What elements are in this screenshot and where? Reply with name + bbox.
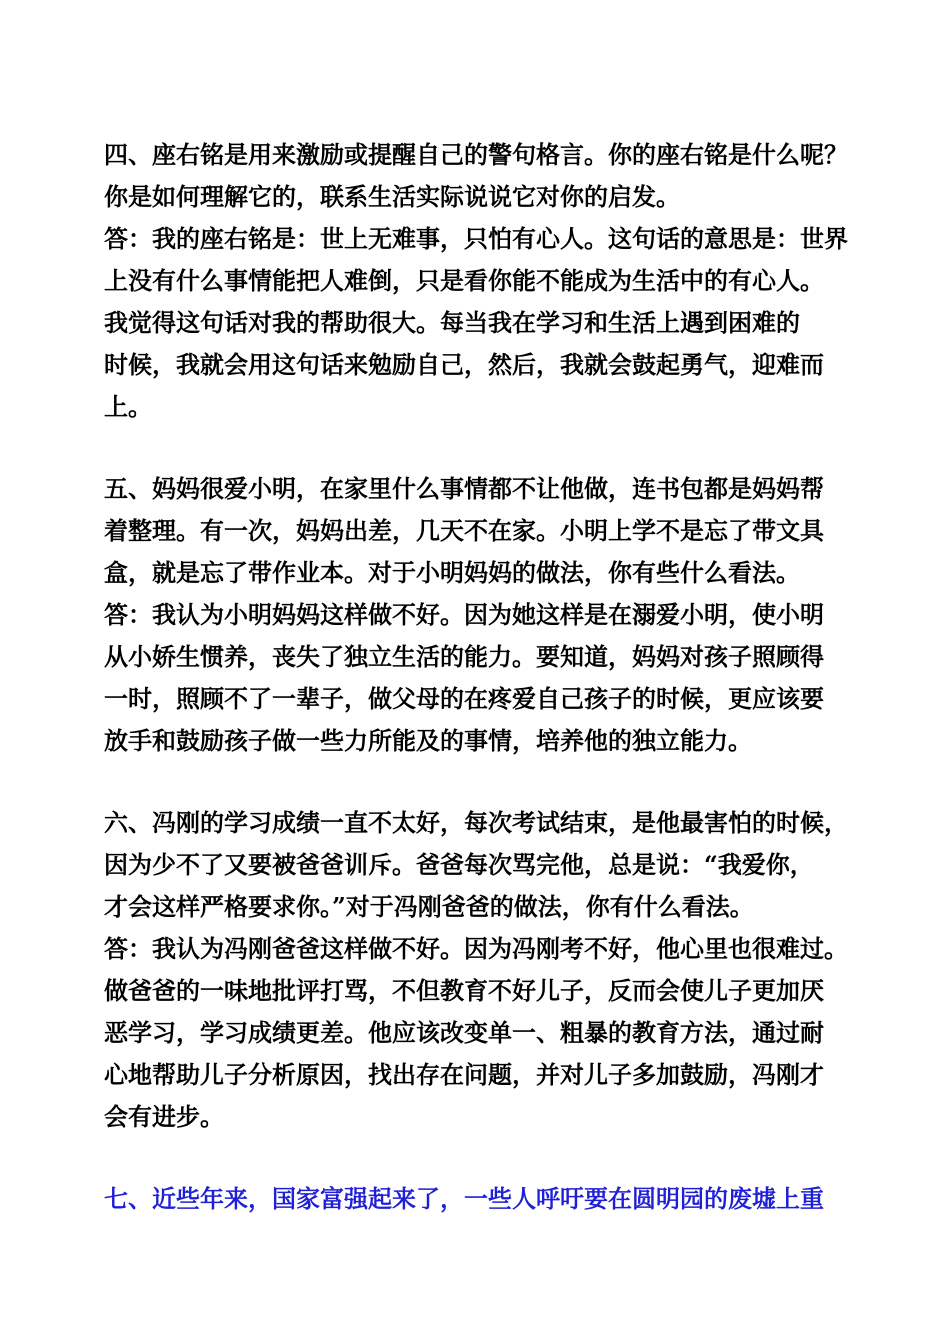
paragraph-gap — [104, 428, 864, 468]
section-5-line-2: 着整理。有一次，妈妈出差，几天不在家。小明上学不是忘了带文具 — [104, 516, 824, 545]
paragraph-gap — [104, 1138, 864, 1178]
section-4 — [104, 134, 864, 428]
section-6-line-6: 恶学习，学习成绩更差。他应该改变单一、粗暴的教育方法，通过耐 — [104, 1018, 824, 1047]
section-6-line-8: 会有进步。 — [104, 1102, 224, 1131]
section-7 — [104, 1178, 864, 1220]
section-6-line-2: 因为少不了又要被爸爸训斥。爸爸每次骂完他，总是说：“我爱你， — [104, 850, 814, 879]
section-4-line-2: 你是如何理解它的，联系生活实际说说它对你的启发。 — [104, 182, 680, 211]
paragraph-gap — [104, 762, 864, 802]
section-4-line-6: 时候，我就会用这句话来勉励自己，然后，我就会鼓起勇气，迎难而 — [104, 350, 824, 379]
section-7-line-1: 七、近些年来，国家富强起来了，一些人呼吁要在圆明园的废墟上重 — [104, 1184, 824, 1213]
section-6 — [104, 802, 864, 1138]
section-5-line-3: 盒，就是忘了带作业本。对于小明妈妈的做法，你有些什么看法。 — [104, 558, 800, 587]
section-6-line-3: 才会这样严格要求你。”对于冯刚爸爸的做法，你有什么看法。 — [104, 892, 754, 921]
section-5-line-1: 五、妈妈很爱小明，在家里什么事情都不让他做，连书包都是妈妈帮 — [104, 474, 824, 503]
document-page — [104, 134, 864, 1220]
section-6-line-1: 六、冯刚的学习成绩一直不太好，每次考试结束，是他最害怕的时候， — [104, 808, 848, 837]
section-4-line-1: 四、座右铭是用来激励或提醒自己的警句格言。你的座右铭是什么呢？ — [104, 140, 848, 169]
section-6-line-7: 心地帮助儿子分析原因，找出存在问题，并对儿子多加鼓励，冯刚才 — [104, 1060, 824, 1089]
section-5-line-6: 一时，照顾不了一辈子，做父母的在疼爱自己孩子的时候，更应该要 — [104, 684, 824, 713]
section-4-line-7: 上。 — [104, 392, 152, 421]
section-5-line-5: 从小娇生惯养，丧失了独立生活的能力。要知道，妈妈对孩子照顾得 — [104, 642, 824, 671]
section-5 — [104, 468, 864, 762]
section-6-line-5: 做爸爸的一味地批评打骂，不但教育不好儿子，反而会使儿子更加厌 — [104, 976, 824, 1005]
section-4-line-5: 我觉得这句话对我的帮助很大。每当我在学习和生活上遇到困难的 — [104, 308, 800, 337]
section-4-line-4: 上没有什么事情能把人难倒，只是看你能不能成为生活中的有心人。 — [104, 266, 824, 295]
section-5-line-7: 放手和鼓励孩子做一些力所能及的事情，培养他的独立能力。 — [104, 726, 752, 755]
section-6-line-4: 答：我认为冯刚爸爸这样做不好。因为冯刚考不好，他心里也很难过。 — [104, 934, 848, 963]
section-5-line-4: 答：我认为小明妈妈这样做不好。因为她这样是在溺爱小明，使小明 — [104, 600, 824, 629]
section-4-line-3: 答：我的座右铭是：世上无难事，只怕有心人。这句话的意思是：世界 — [104, 224, 848, 253]
